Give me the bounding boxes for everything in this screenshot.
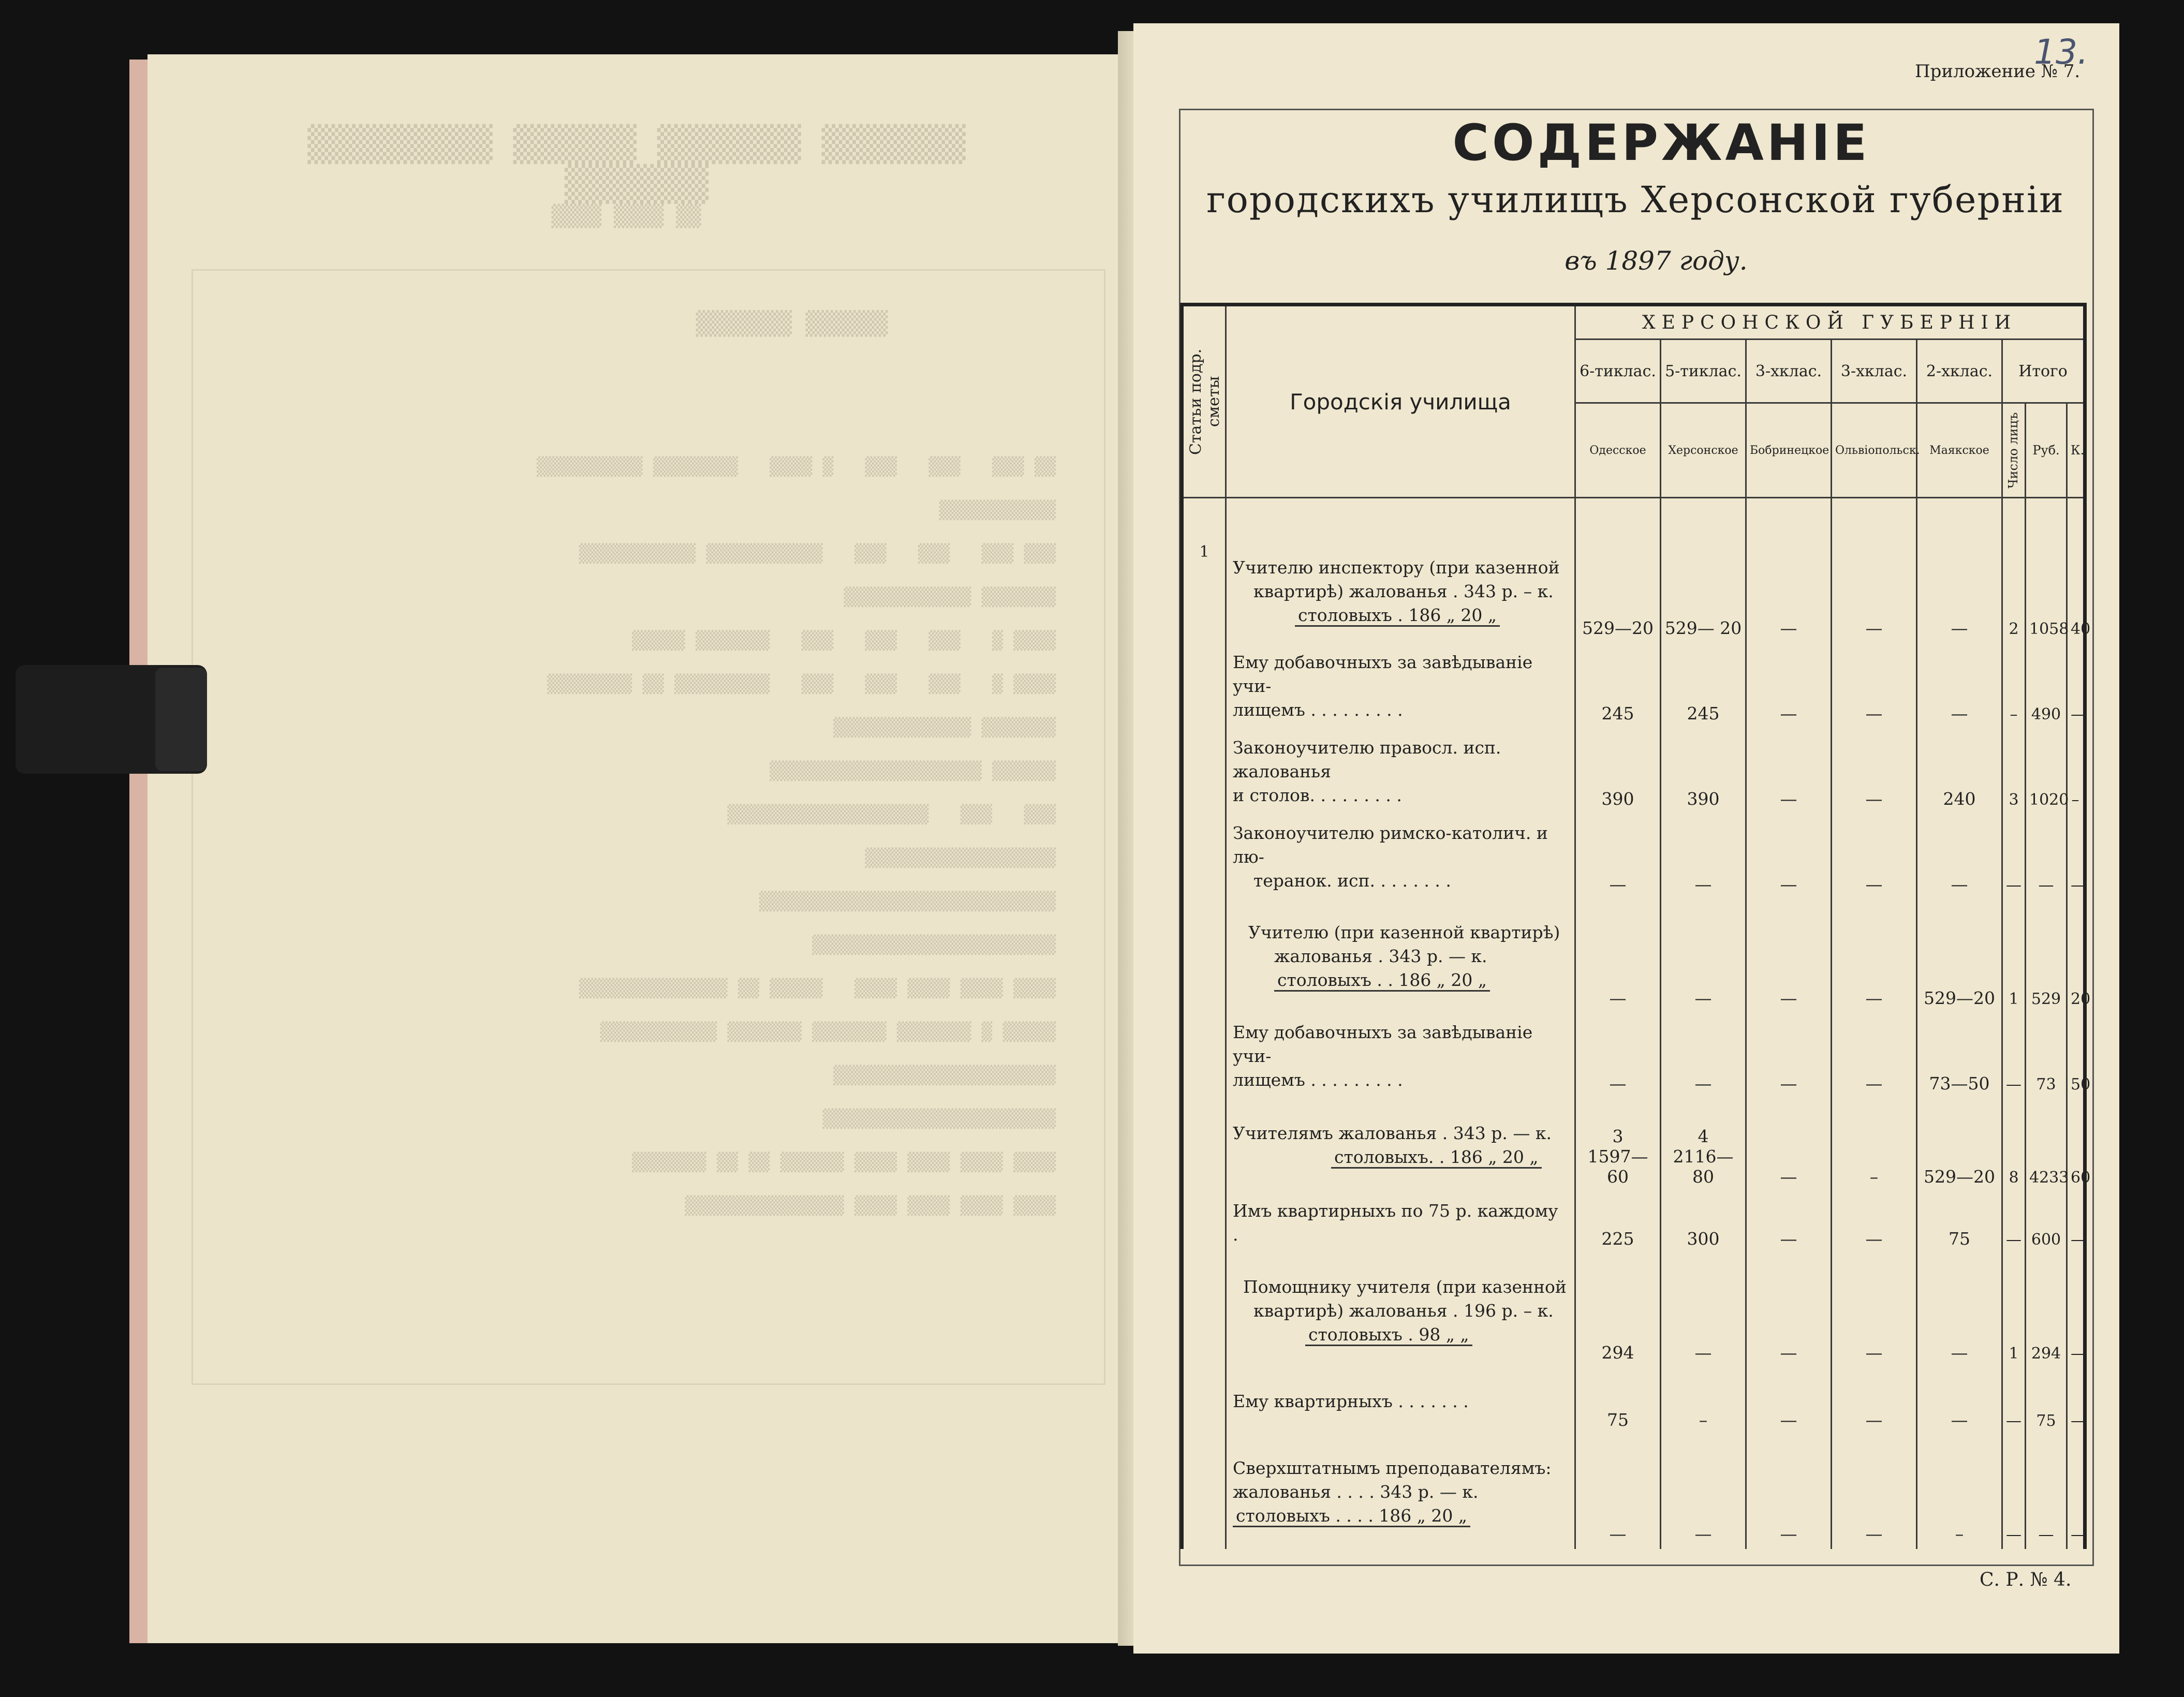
row-description: Учителю инспектору (при казенной квартирѣ) жалованья . 343 р. – к. столовыхъ . 186 „ 20 „ [1226, 540, 1575, 643]
cell-kopecks: — [2067, 1254, 2085, 1368]
table-row [1182, 1435, 2085, 1549]
appendix-label: Приложение № 7. [1915, 61, 2080, 82]
cell-olviopol: — [1832, 1013, 1917, 1099]
cell-persons: 2 [2002, 540, 2026, 643]
row-article [1182, 1368, 1226, 1435]
cell-kherson: — [1661, 899, 1746, 1013]
cell-persons: 8 [2002, 1099, 2026, 1192]
cell-olviopol: — [1832, 1254, 1917, 1368]
row-article [1182, 729, 1226, 814]
cell-kopecks: 20 [2067, 899, 2085, 1013]
cell-olviopol: — [1832, 1435, 1917, 1549]
cell-kopecks: 50 [2067, 1013, 2085, 1099]
cell-kopecks: 40 [2067, 540, 2085, 643]
row-description: Ему квартирныхъ . . . . . . . [1226, 1368, 1575, 1435]
cell-mayaki: 240 [1917, 729, 2002, 814]
header-rubles: Руб. [2026, 403, 2067, 498]
budget-table [1180, 303, 2091, 1549]
header-schools-column: Городскія училища [1226, 305, 1575, 498]
row-article [1182, 1099, 1226, 1192]
document-subtitle: городскихъ училищъ Херсонской губерніи [1206, 179, 2064, 221]
header-type-4: 3-хклас. [1832, 340, 1917, 403]
header-article-column: Статьи подр. сметы [1182, 305, 1226, 498]
cell-olviopol: — [1832, 814, 1917, 899]
cell-kopecks: — [2067, 1192, 2085, 1254]
cell-bobrinets: — [1746, 729, 1832, 814]
cell-bobrinets: — [1746, 1254, 1832, 1368]
table-spacer-row [1182, 498, 2085, 540]
cell-kherson: 300 [1661, 1192, 1746, 1254]
cell-bobrinets: — [1746, 1099, 1832, 1192]
left-page-bleedthrough-year: ▒▒ ▒▒▒▒ ▒▒▒▒ [551, 204, 701, 228]
cell-rubles: 294 [2026, 1254, 2067, 1368]
cell-kherson: 245 [1661, 643, 1746, 729]
table-row [1182, 1013, 2085, 1099]
table-row [1182, 899, 2085, 1013]
left-page-bleedthrough-rows: ▒▒ ▒▒▒ ▒▒▒ ▒▒▒ ▒ ▒▒▒▒ ▒▒▒▒▒▒▒▒ ▒▒▒▒▒▒▒▒▒▒ ▒▒▒▒▒▒▒▒▒▒▒ ▒▒▒ ▒▒▒ ▒▒▒ ▒▒▒ ▒▒▒▒▒▒▒▒▒▒▒ ▒▒▒▒▒▒▒▒▒▒▒ ▒▒▒▒▒▒▒ ▒▒▒▒▒▒▒▒▒▒▒▒ ▒▒▒▒ ▒ ▒▒▒ ▒▒▒ ▒▒▒ ▒▒▒▒▒▒▒ ▒▒▒▒▒ ▒▒▒▒ ▒ ▒▒▒ ▒▒▒ ▒▒▒ ▒▒▒▒▒▒▒▒▒ ▒▒ ▒▒▒▒▒▒▒▒ ▒▒▒▒▒▒▒ ▒▒▒▒▒▒▒▒▒▒▒▒▒ ▒▒▒▒▒▒ ▒▒▒▒▒▒▒▒▒▒▒▒▒▒▒▒▒▒▒▒ ▒▒▒ ▒▒▒ ▒▒▒▒▒▒▒▒▒▒▒▒▒▒▒▒▒▒▒ ▒▒▒▒▒▒▒▒▒▒▒▒▒▒▒▒▒▒ ▒▒▒▒▒▒▒▒▒▒▒▒▒▒▒▒▒▒▒▒▒▒▒▒▒▒▒▒ ▒▒▒▒▒▒▒▒▒▒▒▒▒▒▒▒▒▒▒▒▒▒▒ ▒▒▒▒ ▒▒▒▒ ▒▒▒▒ ▒▒▒▒ ▒▒▒▒▒ ▒▒ ▒▒▒▒▒▒▒▒▒▒▒▒▒▒ ▒▒▒▒▒ ▒ ▒▒▒▒▒▒▒ ▒▒▒▒▒▒▒ ▒▒▒▒▒▒▒ ▒▒▒▒▒▒▒▒▒▒▒ ▒▒▒▒▒▒▒▒▒▒▒▒▒▒▒▒▒▒▒▒▒ ▒▒▒▒▒▒▒▒▒▒▒▒▒▒▒▒▒▒▒▒▒▒ ▒▒▒▒ ▒▒▒▒ ▒▒▒▒ ▒▒▒▒ ▒▒▒▒▒▒ ▒▒ ▒▒ ▒▒▒▒▒▒▒ ▒▒▒▒ ▒▒▒▒ ▒▒▒▒ ▒▒▒▒ ▒▒▒▒▒▒▒▒▒▒▒▒▒▒▒ [536, 456, 1056, 1216]
document-title: СОДЕРЖАНІЕ [1452, 114, 1870, 172]
cell-bobrinets: — [1746, 1435, 1832, 1549]
header-school-mayaki: Маякское [1917, 403, 2002, 498]
row-description: Ему добавочныхъ за завѣдываніе учи- лищемъ . . . . . . . . . [1226, 1013, 1575, 1099]
row-article [1182, 643, 1226, 729]
cell-kherson: — [1661, 1254, 1746, 1368]
table-row [1182, 1368, 2085, 1435]
cell-mayaki: 529—20 [1917, 1099, 2002, 1192]
cell-kopecks: — [2067, 1435, 2085, 1549]
cell-kherson: – [1661, 1368, 1746, 1435]
cell-odessa: 390 [1575, 729, 1661, 814]
budget-table-container [1180, 303, 2091, 1571]
cell-rubles: 4233 [2026, 1099, 2067, 1192]
cell-odessa: 529—20 [1575, 540, 1661, 643]
cell-persons-count: 3 [1612, 1126, 1624, 1146]
cell-odessa: 3 1597—60 [1575, 1099, 1661, 1192]
cell-persons: — [2002, 1192, 2026, 1254]
cell-odessa: — [1575, 899, 1661, 1013]
cell-mayaki: — [1917, 540, 2002, 643]
handwritten-page-number: 13. [2034, 32, 2088, 72]
cell-kherson: — [1661, 1013, 1746, 1099]
cell-persons: 1 [2002, 1254, 2026, 1368]
row-description: Сверхштатнымъ преподавателямъ: жалованья . . . . 343 р. — к. столовыхъ . . . . 186 „ 20 „ [1226, 1435, 1575, 1549]
cell-mayaki: — [1917, 814, 2002, 899]
cell-odessa: 245 [1575, 643, 1661, 729]
header-total: Итого [2002, 340, 2085, 403]
cell-mayaki: — [1917, 643, 2002, 729]
table-row [1182, 1099, 2085, 1192]
cell-olviopol: — [1832, 1192, 1917, 1254]
cell-odessa: — [1575, 1013, 1661, 1099]
row-article [1182, 899, 1226, 1013]
cell-odessa: — [1575, 1435, 1661, 1549]
table-row [1182, 540, 2085, 643]
cell-rubles: 600 [2026, 1192, 2067, 1254]
cell-mayaki: 73—50 [1917, 1013, 2002, 1099]
cell-kopecks: — [2067, 814, 2085, 899]
header-persons: Число лицъ [2002, 403, 2026, 498]
cell-mayaki: 75 [1917, 1192, 2002, 1254]
table-row [1182, 1254, 2085, 1368]
cell-bobrinets: — [1746, 899, 1832, 1013]
cell-rubles: 529 [2026, 899, 2067, 1013]
cell-rubles: — [2026, 814, 2067, 899]
cell-persons: – [2002, 643, 2026, 729]
header-school-bobrinets: Бобринецкое [1746, 403, 1832, 498]
cell-rubles: 1020 [2026, 729, 2067, 814]
row-article [1182, 1192, 1226, 1254]
cell-kherson: 390 [1661, 729, 1746, 814]
cell-odessa: 294 [1575, 1254, 1661, 1368]
row-article [1182, 814, 1226, 899]
row-article [1182, 1013, 1226, 1099]
row-article: 1 [1182, 540, 1226, 643]
row-description: Учителямъ жалованья . 343 р. — к. столовыхъ. . 186 „ 20 „ [1226, 1099, 1575, 1192]
header-kopecks: К. [2067, 403, 2085, 498]
cell-rubles: — [2026, 1435, 2067, 1549]
cell-persons: — [2002, 814, 2026, 899]
cell-kopecks: – [2067, 729, 2085, 814]
cell-rubles: 73 [2026, 1013, 2067, 1099]
left-page-bleedthrough-title: ▒▒▒▒▒▒▒ ▒▒▒▒▒▒▒ ▒▒▒▒▒▒ ▒▒▒▒▒▒▒▒▒ ▒▒▒▒▒▒▒ [307, 124, 966, 204]
cell-olviopol: — [1832, 1368, 1917, 1435]
cell-kopecks: — [2067, 1368, 2085, 1435]
cell-mayaki: — [1917, 1368, 2002, 1435]
cell-persons: — [2002, 1435, 2026, 1549]
cell-olviopol: — [1832, 643, 1917, 729]
document-year: въ 1897 году. [1565, 246, 1748, 276]
cell-kherson: 4 2116—80 [1661, 1099, 1746, 1192]
header-school-olviopol: Ольвіопольск. [1832, 403, 1917, 498]
cell-bobrinets: — [1746, 1192, 1832, 1254]
cell-olviopol: — [1832, 899, 1917, 1013]
table-row [1182, 643, 2085, 729]
header-type-2: 5-тиклас. [1661, 340, 1746, 403]
cell-persons: 1 [2002, 899, 2026, 1013]
cell-rubles: 1058 [2026, 540, 2067, 643]
cell-mayaki: — [1917, 1254, 2002, 1368]
cell-persons: — [2002, 1013, 2026, 1099]
row-description: Законоучителю правосл. исп. жалованья и столов. . . . . . . . . [1226, 729, 1575, 814]
left-page-bleedthrough-heading: ▒▒▒▒▒▒ ▒▒▒▒▒▒▒ [696, 311, 888, 337]
header-type-3: 3-хклас. [1746, 340, 1832, 403]
cell-bobrinets: — [1746, 643, 1832, 729]
table-row [1182, 729, 2085, 814]
table-row [1182, 1192, 2085, 1254]
cell-odessa: — [1575, 814, 1661, 899]
cell-rubles: 75 [2026, 1368, 2067, 1435]
cell-bobrinets: — [1746, 814, 1832, 899]
header-type-1: 6-тиклас. [1575, 340, 1661, 403]
cell-olviopol: — [1832, 540, 1917, 643]
cell-persons: — [2002, 1368, 2026, 1435]
cell-bobrinets: — [1746, 1368, 1832, 1435]
cell-kopecks: — [2067, 643, 2085, 729]
binder-clip-end [155, 668, 207, 771]
cell-bobrinets: — [1746, 540, 1832, 643]
cell-bobrinets: — [1746, 1013, 1832, 1099]
cell-odessa: 225 [1575, 1192, 1661, 1254]
cell-kopecks: 60 [2067, 1099, 2085, 1192]
row-description: Ему добавочныхъ за завѣдываніе учи- лищемъ . . . . . . . . . [1226, 643, 1575, 729]
header-school-odessa: Одесское [1575, 403, 1661, 498]
header-province: ХЕРСОНСКОЙ ГУБЕРНІИ [1575, 305, 2085, 340]
row-description: Помощнику учителя (при казенной квартирѣ) жалованья . 196 р. – к. столовыхъ . 98 „ „ [1226, 1254, 1575, 1368]
footer-code: С. Р. № 4. [1980, 1569, 2072, 1590]
cell-kherson: — [1661, 1435, 1746, 1549]
cell-kherson: 529— 20 [1661, 540, 1746, 643]
row-article [1182, 1435, 1226, 1549]
row-description: Учителю (при казенной квартирѣ) жалованья . 343 р. — к. столовыхъ . . 186 „ 20 „ [1226, 899, 1575, 1013]
cell-persons-count: 4 [1698, 1126, 1709, 1146]
cell-olviopol: — [1832, 729, 1917, 814]
cell-olviopol: – [1832, 1099, 1917, 1192]
cell-persons: 3 [2002, 729, 2026, 814]
row-description: Законоучителю римско-католич. и лю- теранок. исп. . . . . . . . [1226, 814, 1575, 899]
header-type-5: 2-хклас. [1917, 340, 2002, 403]
cell-rubles: 490 [2026, 643, 2067, 729]
header-school-kherson: Херсонское [1661, 403, 1746, 498]
cell-odessa: 75 [1575, 1368, 1661, 1435]
row-article [1182, 1254, 1226, 1368]
row-description: Имъ квартирныхъ по 75 р. каждому . [1226, 1192, 1575, 1254]
cell-kherson: — [1661, 814, 1746, 899]
table-row [1182, 814, 2085, 899]
cell-mayaki: 529—20 [1917, 899, 2002, 1013]
cell-mayaki: – [1917, 1435, 2002, 1549]
